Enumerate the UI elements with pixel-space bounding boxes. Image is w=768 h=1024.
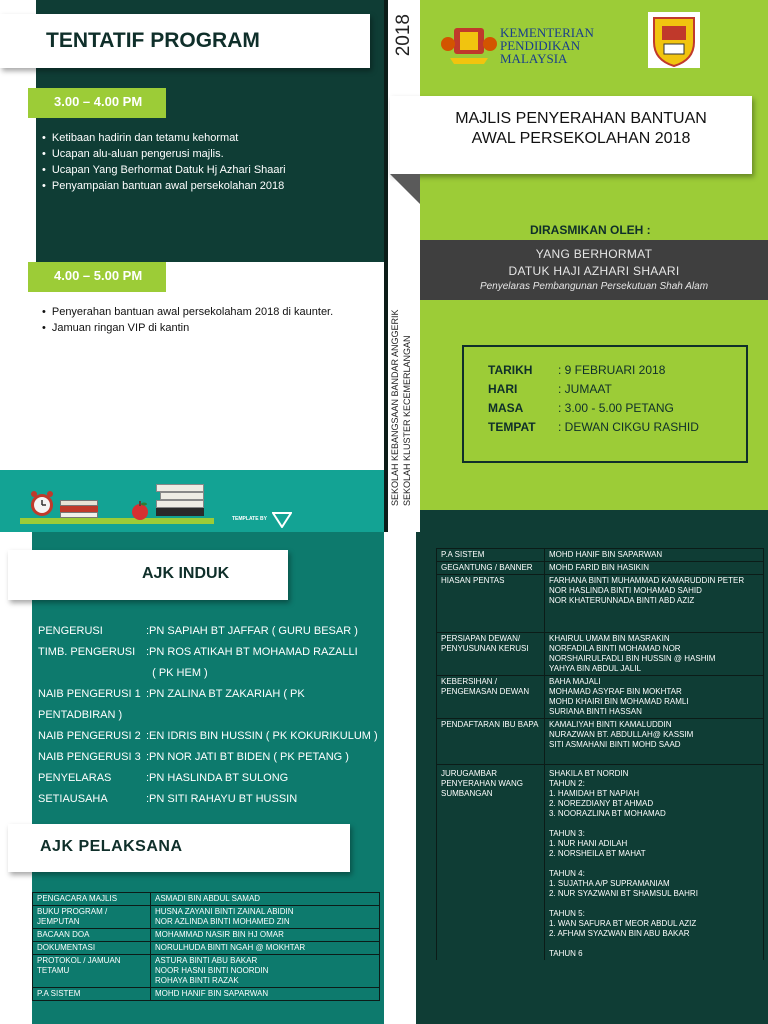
ajk-name: :PN HASLINDA BT SULONG (146, 771, 289, 784)
detail-value: : 9 FEBRUARI 2018 (558, 363, 666, 377)
table-cell-names: BAHA MAJALI MOHAMAD ASYRAF BIN MOKHTAR MOHD KHAIRI BIN MOHAMAD RAMLI SURIANA BINTI HASSAN (545, 676, 764, 719)
desk-shelf (20, 518, 214, 524)
ajk-pelaksana-table (32, 892, 380, 1001)
detail-row (488, 401, 746, 420)
list-item: • Ketibaan hadirin dan tetamu kehormat (42, 130, 372, 146)
table-cell-role (437, 765, 545, 961)
table-cell-names: MOHD HANIF BIN SAPARWAN (545, 549, 764, 562)
list-item: • Jamuan ringan VIP di kantin (42, 320, 352, 336)
table-row (33, 942, 380, 955)
table-cell-names: KAMALIYAH BINTI KAMALUDDIN NURAZWAN BT. ABDULLAH@ KASSIM SITI ASMAHANI BINTI MOHD SAAD (545, 719, 764, 765)
guest-box (420, 240, 768, 300)
table-row (437, 549, 764, 562)
table-cell-names: MOHAMMAD NASIR BIN HJ OMAR (151, 929, 380, 942)
table-row (33, 929, 380, 942)
cover-bottom-band (420, 510, 768, 532)
table-row (33, 988, 380, 1001)
tentatif-title-box (0, 14, 370, 68)
table-cell-names: MOHD HANIF BIN SAPARWAN (151, 988, 380, 1001)
detail-row (488, 382, 746, 401)
table-row (437, 633, 764, 676)
detail-label: TARIKH (488, 363, 533, 377)
ministry-line3: MALAYSIA (500, 51, 568, 66)
table-cell-names: MOHD FARID BIN HASIKIN (545, 562, 764, 575)
table-row (437, 719, 764, 765)
list-item (38, 746, 378, 767)
session1-list (42, 130, 372, 194)
session2-background (0, 262, 384, 470)
event-title-box (390, 96, 752, 174)
officiated-label: DIRASMIKAN OLEH : (530, 223, 651, 237)
table-cell-role: PENGACARA MAJLIS (33, 893, 151, 906)
ajk-name: :PN ROS ATIKAH BT MOHAMAD RAZALLI (146, 645, 358, 658)
table-cell-names: NORULHUDA BINTI NGAH @ MOKHTAR (151, 942, 380, 955)
ajk-role: SETIAUSAHA (38, 792, 108, 805)
table-cell-role: PENDAFTARAN IBU BAPA (437, 719, 545, 765)
table-cell-role: PERSIAPAN DEWAN/ PENYUSUNAN KERUSI (437, 633, 545, 676)
ajk-name: :PN SITI RAHAYU BT HUSSIN (146, 792, 298, 805)
ajk-role: TIMB. PENGERUSI (38, 645, 136, 658)
session1-time: 3.00 – 4.00 PM (28, 88, 166, 118)
spine-school-line1: SEKOLAH KEBANGSAAN BANDAR ANGGERIK (390, 309, 400, 506)
sumbangan-role: PENYERAHAN WANG SUMBANGAN (441, 779, 523, 798)
session2-time: 4.00 – 5.00 PM (28, 262, 166, 292)
ajk-role: PENTADBIRAN ) (38, 708, 123, 721)
ajk-name: ( PK HEM ) (146, 666, 208, 679)
table-cell-role: HIASAN PENTAS (437, 575, 545, 633)
ajk-role: NAIB PENGERUSI 1 (38, 687, 141, 700)
table-cell-names (545, 765, 764, 961)
table-cell-names: HUSNA ZAYANI BINTI ZAINAL ABIDIN NOR AZLINDA BINTI MOHAMED ZIN (151, 906, 380, 929)
table-row (437, 575, 764, 633)
table-cell-names: ASTURA BINTI ABU BAKAR NOOR HASNI BINTI NOORDIN ROHAYA BINTI RAZAK (151, 955, 380, 988)
list-item: • Penyerahan bantuan awal persekolaham 2018 di kaunter. (42, 304, 352, 320)
guest-role: Penyelaras Pembangunan Persekutuan Shah Alam (479, 281, 709, 292)
ajk-induk-list (38, 620, 378, 809)
ajk-name: :PN NOR JATI BT BIDEN ( PK PETANG ) (146, 750, 349, 763)
guest-line1: YANG BERHORMAT (535, 247, 653, 261)
ajk-left-gap (0, 532, 32, 1024)
table-cell-role: PROTOKOL / JAMUAN TETAMU (33, 955, 151, 988)
apple-icon (130, 500, 150, 520)
detail-row (488, 363, 746, 382)
ministry-name (500, 26, 594, 65)
table-cell-role: KEBERSIHAN / PENGEMASAN DEWAN (437, 676, 545, 719)
guest-line2: DATUK HAJI AZHARI SHAARI (508, 264, 680, 278)
list-item (38, 767, 378, 788)
ajk-role: NAIB PENGERUSI 2 (38, 729, 141, 742)
list-item: • Ucapan Yang Berhormat Datuk Hj Azhari Shaari (42, 162, 372, 178)
list-item (38, 683, 378, 704)
table-cell-role: P.A SISTEM (437, 549, 545, 562)
spine-school-line2: SEKOLAH KLUSTER KECEMERLANGAN (402, 335, 412, 506)
table-cell-names: KHAIRUL UMAM BIN MASRAKIN NORFADILA BINTI MOHAMAD NOR NORSHAIRULFADLI BIN HUSSIN @ HASHIM YAHYA BIN ABDUL JALIL (545, 633, 764, 676)
books-icon (60, 500, 98, 518)
table-row (437, 562, 764, 575)
detail-value: : 3.00 - 5.00 PETANG (558, 401, 674, 415)
table-row (437, 765, 764, 961)
list-item (38, 788, 378, 809)
ministry-line1: KEMENTERIAN (500, 25, 594, 40)
ajk-pelaksana-title-box (8, 824, 350, 872)
detail-value: : DEWAN CIKGU RASHID (558, 420, 699, 434)
spine-year: 2018 (393, 14, 414, 57)
sumbangan-names: TAHUN 2: 1. HAMIDAH BT NAPIAH 2. NOREZDIANY BT AHMAD 3. NOORAZLINA BT MOHAMAD TAHUN 3: 1. NUR HANI ADILAH 2. NORSHEILA BT MAHAT TAHUN 4: 1. SUJATHA A/P SUPRAMANIAM 2. NUR SYAZWANI BT SHAMSUL BAHRI TAHUN 5: 1. WAN SAFURA BT MEOR ABDUL AZIZ 2. AFHAM SYAZWAN BIN ABU BAKAR TAHUN 6 (549, 779, 698, 958)
school-crest-icon (648, 12, 700, 68)
list-item (38, 725, 378, 746)
template-logo-icon (272, 512, 292, 528)
ajk-name: :PN ZALINA BT ZAKARIAH ( PK (146, 687, 305, 700)
book-stack-icon (156, 484, 204, 518)
list-item (38, 620, 378, 641)
event-title-line2: AWAL PERSEKOLAHAN 2018 (471, 130, 691, 147)
session2-list (42, 304, 352, 336)
ajk-continued-table (436, 548, 764, 960)
detail-label: TEMPAT (488, 420, 536, 434)
ajk-pelaksana-title: AJK PELAKSANA (40, 838, 183, 855)
table-row (437, 676, 764, 719)
list-item (38, 641, 378, 662)
table-cell-names: FARHANA BINTI MUHAMMAD KAMARUDDIN PETER NOR HASLINDA BINTI MOHAMAD SAHID NOR KHATERUNNADA BINTI ABD AZIZ (545, 575, 764, 633)
ministry-line2: PENDIDIKAN (500, 38, 581, 53)
table-cell-role: P.A SISTEM (33, 988, 151, 1001)
table-cell-role: GEGANTUNG / BANNER (437, 562, 545, 575)
detail-label: MASA (488, 401, 524, 415)
event-details-box (462, 345, 748, 463)
table-row (33, 906, 380, 929)
detail-value: : JUMAAT (558, 382, 612, 396)
tentatif-title: TENTATIF PROGRAM (46, 29, 260, 52)
detail-label: HARI (488, 382, 518, 396)
event-title-line1: MAJLIS PENYERAHAN BANTUAN (455, 110, 707, 127)
alarm-clock-icon (28, 490, 56, 518)
table-row (33, 893, 380, 906)
list-item (38, 704, 378, 725)
ministry-crest-icon (440, 22, 498, 66)
table-cell-role: BACAAN DOA (33, 929, 151, 942)
table-cell-names: ASMADI BIN ABDUL SAMAD (151, 893, 380, 906)
ajk-role: PENYELARAS (38, 771, 112, 784)
table-cell-role: DOKUMENTASI (33, 942, 151, 955)
ajk-induk-title: AJK INDUK (142, 565, 230, 582)
jurugambar-role: JURUGAMBAR (441, 769, 498, 778)
list-item: • Ucapan alu-aluan pengerusi majlis. (42, 146, 372, 162)
list-item (38, 662, 378, 683)
ajk-induk-title-box (8, 550, 288, 600)
table-cell-role: BUKU PROGRAM / JEMPUTAN (33, 906, 151, 929)
detail-row (488, 420, 746, 439)
ajk-name: :EN IDRIS BIN HUSSIN ( PK KOKURIKULUM ) (146, 729, 378, 742)
table-row (33, 955, 380, 988)
ajk-role: NAIB PENGERUSI 3 (38, 750, 141, 763)
template-credit: TEMPLATE BY (232, 516, 267, 522)
title-box-fold (390, 174, 420, 204)
ajk-role: PENGERUSI (38, 624, 103, 637)
jurugambar-name: SHAKILA BT NORDIN (549, 769, 629, 778)
ajk-name: :PN SAPIAH BT JAFFAR ( GURU BESAR ) (146, 624, 358, 637)
list-item: • Penyampaian bantuan awal persekolahan 2018 (42, 178, 372, 194)
